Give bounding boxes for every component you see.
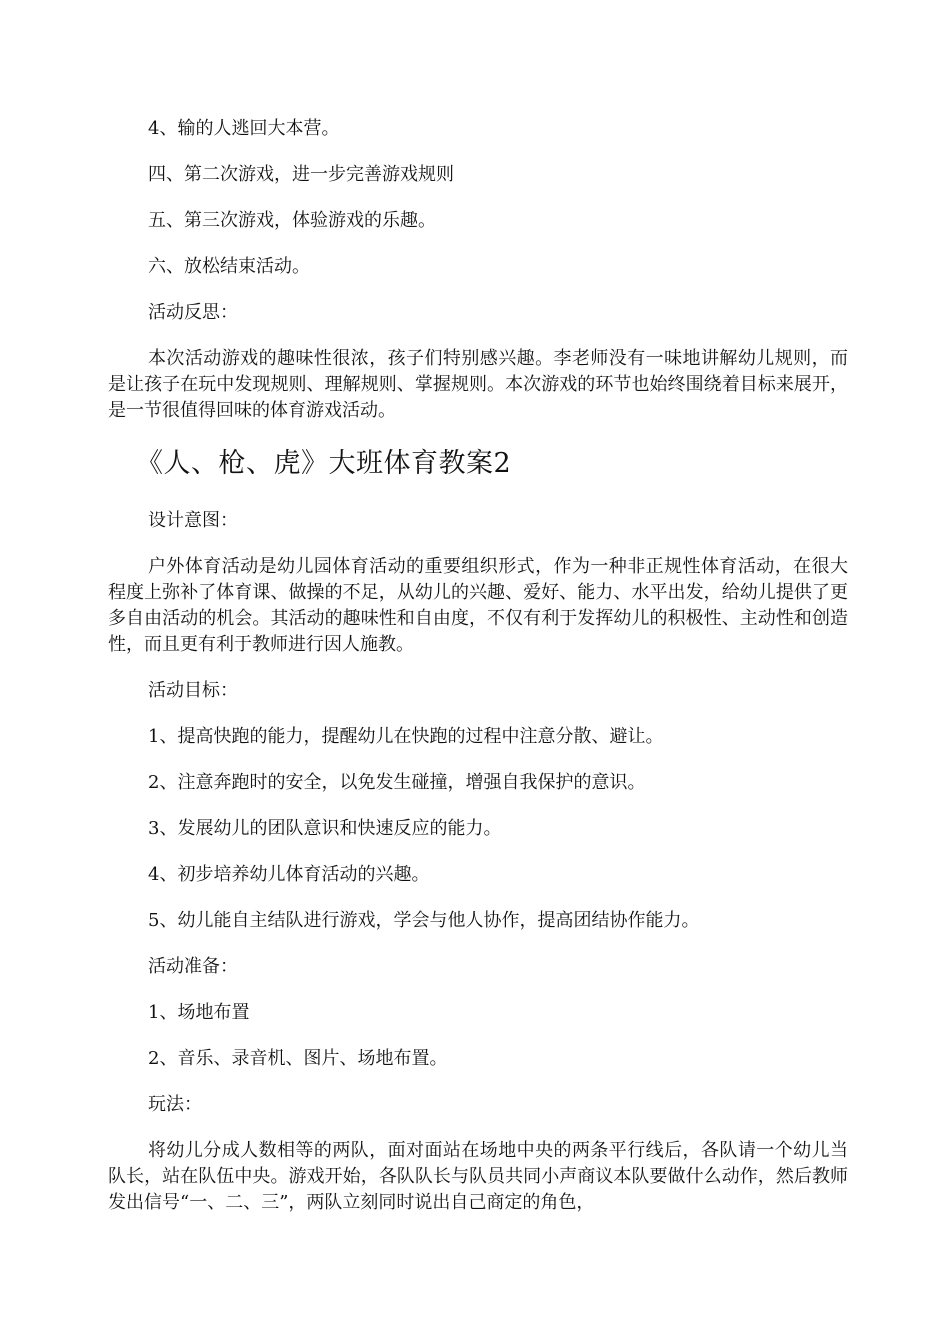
- section-title: 《人、枪、虎》大班体育教案2: [136, 448, 512, 479]
- goal-item: 3、发展幼儿的团队意识和快速反应的能力。: [148, 818, 502, 839]
- document-page: [108, 116, 848, 1216]
- goal-item: 1、提高快跑的能力，提醒幼儿在快跑的过程中注意分散、避让。: [148, 726, 664, 747]
- reflection-label: 活动反思：: [148, 302, 238, 323]
- design-label: 设计意图：: [148, 510, 238, 531]
- prep-label: 活动准备：: [148, 956, 238, 977]
- goals-label: 活动目标：: [148, 680, 238, 701]
- list-item: 四、第二次游戏，进一步完善游戏规则: [148, 164, 454, 185]
- prep-item: 1、场地布置: [148, 1002, 250, 1023]
- design-paragraph: 户外体育活动是幼儿园体育活动的重要组织形式，作为一种非正规性体育活动，在很大程度上弥补了体育课、做操的不足，从幼儿的兴趣、爱好、能力、水平出发，给幼儿提供了更多自由活动的机会。其活动的趣味性和自由度，不仅有利于发挥幼儿的积极性、主动性和创造性，而且更有利于教师进行因人施教。: [108, 556, 848, 655]
- play-paragraph: 将幼儿分成人数相等的两队，面对面站在场地中央的两条平行线后，各队请一个幼儿当队长，站在队伍中央。游戏开始，各队队长与队员共同小声商议本队要做什么动作，然后教师发出信号“一、二、三”，两队立刻同时说出自己商定的角色，: [108, 1140, 848, 1213]
- goal-item: 2、注意奔跑时的安全，以免发生碰撞，增强自我保护的意识。: [148, 772, 646, 793]
- list-item: 五、第三次游戏，体验游戏的乐趣。: [148, 210, 436, 231]
- play-label: 玩法：: [148, 1094, 202, 1115]
- goal-item: 4、初步培养幼儿体育活动的兴趣。: [148, 864, 430, 885]
- prep-item: 2、音乐、录音机、图片、场地布置。: [148, 1048, 448, 1069]
- list-item: 4、输的人逃回大本营。: [148, 118, 340, 139]
- list-item: 六、放松结束活动。: [148, 256, 310, 277]
- reflection-paragraph: 本次活动游戏的趣味性很浓，孩子们特别感兴趣。李老师没有一味地讲解幼儿规则，而是让孩子在玩中发现规则、理解规则、掌握规则。本次游戏的环节也始终围绕着目标来展开，是一节很值得回味的体育游戏活动。: [108, 348, 848, 421]
- goal-item: 5、幼儿能自主结队进行游戏，学会与他人协作，提高团结协作能力。: [148, 910, 700, 931]
